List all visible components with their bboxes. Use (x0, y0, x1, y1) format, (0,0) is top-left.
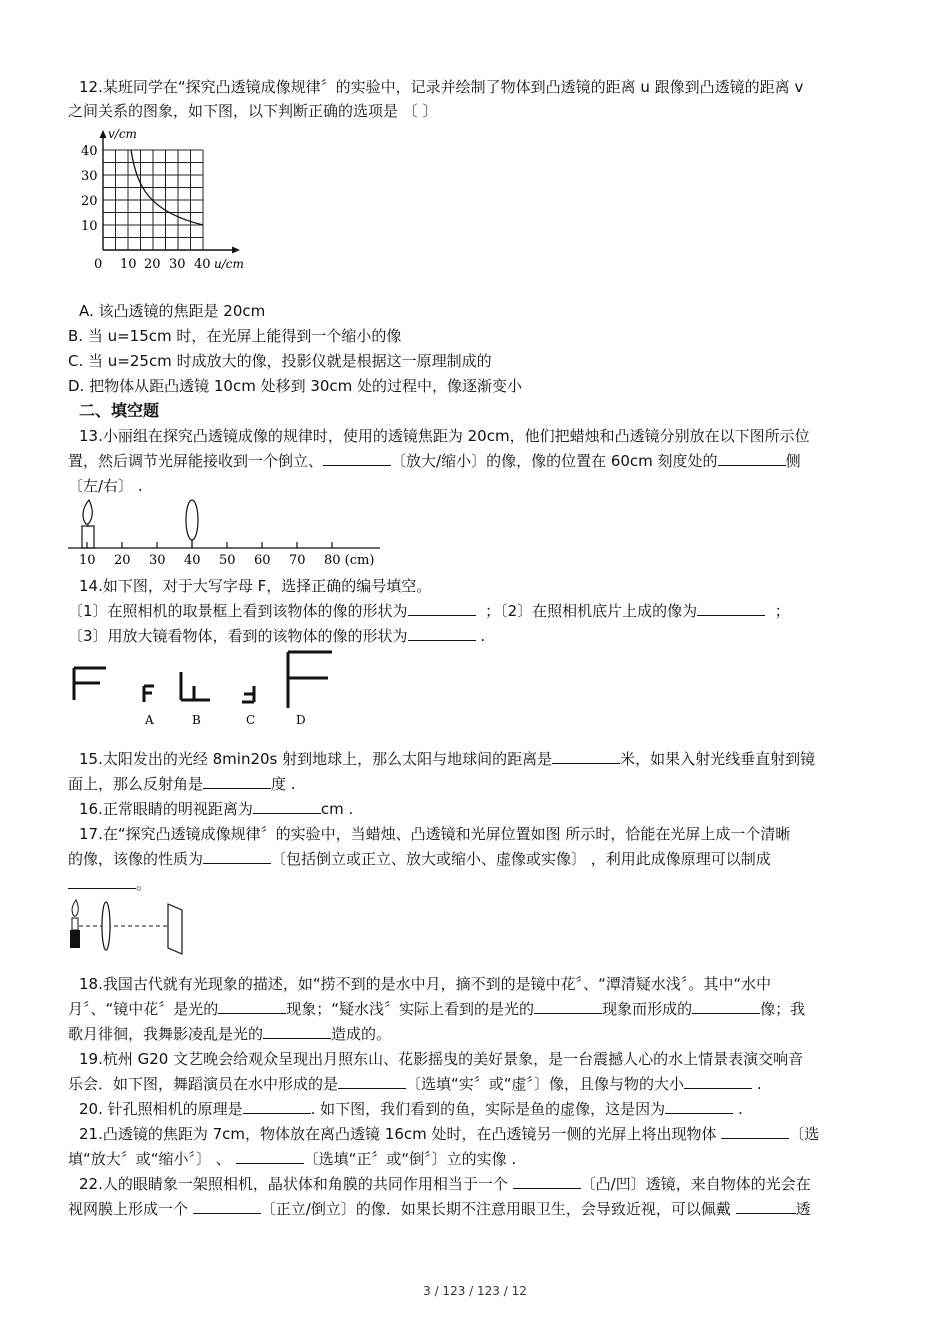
letter-f-figure (68, 650, 338, 730)
answer-blank[interactable] (253, 799, 321, 814)
ruler-label-40: 40 (184, 553, 201, 568)
q12-option-b: B. 当 u=15cm 时，在光屏上能得到一个缩小的像 (68, 327, 402, 345)
candle-lens-screen-figure (68, 896, 190, 958)
x-tick-40: 40 (194, 257, 211, 272)
answer-blank[interactable] (534, 999, 602, 1014)
y-tick-30: 30 (81, 169, 98, 184)
answer-blank[interactable] (408, 601, 476, 616)
candle-icon (82, 500, 94, 548)
answer-blank[interactable] (338, 1074, 406, 1089)
y-tick-20: 20 (81, 194, 98, 209)
q17-line3: 。 (68, 873, 151, 895)
convex-lens-icon (102, 902, 110, 950)
q17-line2: 的像，该像的性质为 〔包括倒立或正立、放大或缩小、虚像或实像〕 ，利用此成像原理可以制成 (68, 850, 771, 868)
x-tick-10: 10 (120, 257, 137, 272)
answer-blank[interactable] (665, 1099, 733, 1114)
letter-f-option-b (181, 672, 210, 700)
q14-line3: 〔3〕用放大镜看物体，看到的该物体的像的形状为 . (68, 627, 486, 645)
letter-f-option-a (144, 686, 154, 702)
x-tick-30: 30 (169, 257, 186, 272)
q22-line2: 视网膜上形成一个 〔正立/倒立〕的像．如果长期不注意用眼卫生，会导致近视，可以佩戴 透 (68, 1200, 811, 1218)
q18-line3: 歌月徘徊，我舞影凌乱是光的 造成的。 (68, 1025, 392, 1043)
answer-blank[interactable] (718, 451, 786, 466)
q14-line2: 〔1〕在照相机的取景框上看到该物体的像的形状为 ；〔2〕在照相机底片上成的像为 ； (68, 602, 790, 620)
convex-lens-icon (186, 500, 198, 540)
ruler-label-60: 60 (254, 553, 271, 568)
optical-bench-ruler (68, 496, 388, 570)
answer-blank[interactable] (697, 601, 765, 616)
x-tick-0: 0 (94, 257, 103, 272)
letter-f-option-d (288, 652, 332, 708)
option-label-d: D (296, 713, 306, 727)
q14-line1: 14.如下图，对于大写字母 F，选择正确的编号填空。 (79, 577, 432, 595)
q12-stem-line2: 之间关系的图象，如下图，以下判断正确的选项是 〔 〕 (68, 102, 438, 120)
answer-blank[interactable] (736, 1199, 796, 1214)
answer-blank[interactable] (193, 1199, 261, 1214)
answer-blank[interactable] (513, 1174, 581, 1189)
q13-line1: 13.小丽组在探究凸透镜成像的规律时，使用的透镜焦距为 20cm，他们把蜡烛和凸透镜分别放在以下图所示位 (79, 427, 810, 445)
answer-blank[interactable] (408, 626, 476, 641)
q12-stem-line1: 12.某班同学在“探究凸透镜成像规律〞的实验中，记录并绘制了物体到凸透镜的距离 u 跟像到凸透镜的距离 v (79, 78, 804, 96)
page-footer: 3 / 123 / 123 / 12 (423, 1284, 527, 1298)
q19-line2: 乐会．如下图，舞蹈演员在水中形成的是 〔选填“实〞或“虚〞〕像，且像与物的大小 . (68, 1075, 762, 1093)
answer-blank[interactable] (721, 1124, 789, 1139)
q21-line2: 填“放大〞或“缩小〞〕 、 〔选填“正〞或“倒〞〕立的实像 . (68, 1150, 517, 1168)
letter-f-original (74, 668, 106, 700)
answer-blank[interactable] (203, 774, 271, 789)
q20-line1: 20. 针孔照相机的原理是 . 如下图，我们看到的鱼，实际是鱼的虚像，这是因为 . (79, 1100, 743, 1118)
answer-blank[interactable] (236, 1149, 304, 1164)
option-label-a: A (145, 713, 154, 727)
y-tick-40: 40 (81, 144, 98, 159)
q12-option-d: D. 把物体从距凸透镜 10cm 处移到 30cm 处的过程中，像逐渐变小 (68, 377, 523, 395)
ruler-label-50: 50 (219, 553, 236, 568)
q13-line3: 〔左/右〕 . (68, 477, 143, 495)
x-axis-label: u/cm (214, 257, 244, 271)
q21-line1: 21.凸透镜的焦距为 7cm，物体放在离凸透镜 16cm 处时，在凸透镜另一侧的光屏上将出现物体 〔选 (79, 1125, 820, 1143)
answer-blank[interactable] (243, 1099, 311, 1114)
option-label-c: C (246, 713, 256, 727)
q17-line1: 17.在“探究凸透镜成像规律〞的实验中，当蜡烛、凸透镜和光屏位置如图 所示时，恰能在光屏上成一个清晰 (79, 825, 791, 843)
y-axis-label: v/cm (108, 127, 137, 141)
candle-icon (70, 900, 80, 948)
light-screen-icon (168, 904, 182, 954)
ruler-label-30: 30 (149, 553, 166, 568)
answer-blank[interactable] (218, 999, 286, 1014)
q16-line1: 16.正常眼睛的明视距离为 cm . (79, 800, 354, 818)
answer-blank[interactable] (692, 999, 760, 1014)
x-tick-20: 20 (144, 257, 161, 272)
option-label-b: B (192, 713, 201, 727)
ruler-label-70: 70 (289, 553, 306, 568)
q12-option-a: A. 该凸透镜的焦距是 20cm (79, 302, 266, 320)
ruler-label-10: 10 (79, 553, 96, 568)
q18-line1: 18.我国古代就有光现象的描述，如“捞不到的是水中月，摘不到的是镜中花〞、“潭清疑水浅〞。其中“水中 (79, 975, 772, 993)
answer-blank[interactable] (203, 849, 271, 864)
ruler-label-20: 20 (114, 553, 131, 568)
answer-blank[interactable] (552, 749, 620, 764)
answer-blank[interactable] (323, 451, 391, 466)
q22-line1: 22.人的眼睛象一架照相机，晶状体和角膜的共同作用相当于一个 〔凸/凹〕透镜，来自物体的光会在 (79, 1175, 811, 1193)
q19-line1: 19.杭州 G20 文艺晚会给观众呈现出月照东山、花影摇曳的美好景象，是一台震撼人心的水上情景表演交响音 (79, 1050, 804, 1068)
ruler-label-80: 80 (cm) (324, 553, 375, 568)
q13-line2: 置，然后调节光屏能接收到一个倒立、 〔放大/缩小〕的像，像的位置在 60cm 刻度处的 侧 (68, 452, 801, 470)
q15-line2: 面上，那么反射角是 度 . (68, 775, 296, 793)
section-heading: 二、填空题 (79, 401, 160, 420)
answer-blank[interactable] (263, 1024, 331, 1039)
u-v-graph (68, 126, 248, 284)
letter-f-option-c (242, 686, 254, 702)
answer-blank[interactable] (68, 874, 136, 889)
q18-line2: 月〞、“镜中花〞是光的 现象；“疑水浅〞实际上看到的是光的 现象而形成的 像；我 (68, 1000, 806, 1018)
y-tick-10: 10 (81, 219, 98, 234)
answer-blank[interactable] (684, 1074, 752, 1089)
q12-option-c: C. 当 u=25cm 时成放大的像，投影仪就是根据这一原理制成的 (68, 352, 492, 370)
q15-line1: 15.太阳发出的光经 8min20s 射到地球上，那么太阳与地球间的距离是 米，如果入射光线垂直射到镜 (79, 750, 816, 768)
